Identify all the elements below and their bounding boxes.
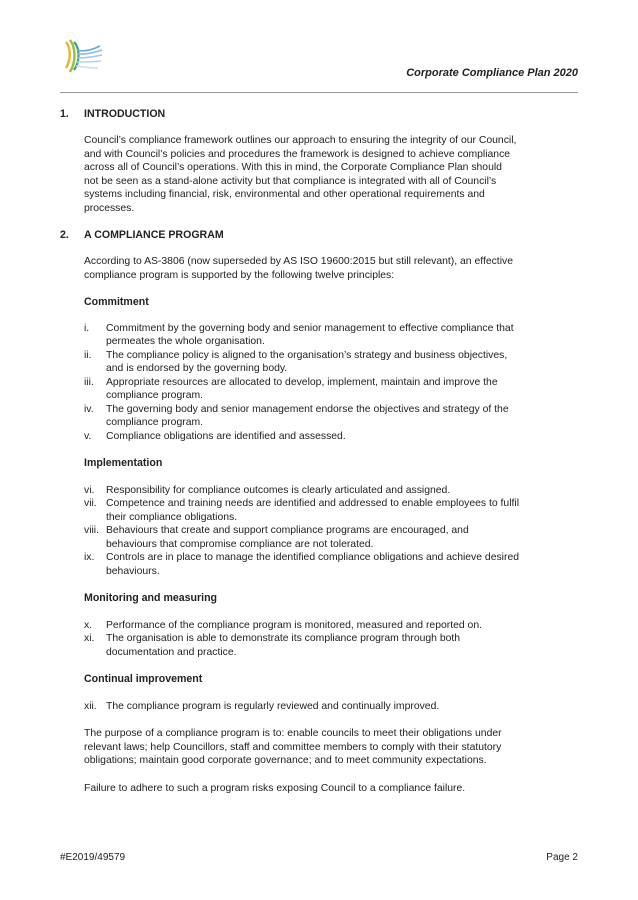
text-line: compliance program.: [106, 417, 204, 428]
text-line: and is endorsed by the governing body.: [106, 363, 288, 374]
principles-list: [60, 700, 578, 714]
text-line: Controls are in place to manage the identified compliance obligations and achieve desired: [106, 552, 519, 563]
section-number: 2.: [60, 229, 69, 241]
section-title: INTRODUCTION: [84, 108, 166, 120]
text-line: not be seen as a stand-alone activity but that compliance is integrated with all of Council’s: [84, 175, 497, 187]
text-line: Competence and training needs are identified and addressed to enable employees to fulfil: [106, 498, 520, 509]
text-line: across all of Council’s operations. With this in mind, the Corporate Compliance Plan should: [84, 162, 502, 173]
text-line: obligations; maintain good corporate governance; and to meet community expectations.: [84, 755, 487, 766]
program-paragraph: [84, 255, 578, 282]
text-line: permeates the whole organisation.: [106, 336, 265, 347]
list-item: [60, 322, 578, 349]
text-line: Council’s compliance framework outlines our approach to ensuring the integrity of our Council,: [84, 135, 517, 146]
item-number: ii.: [84, 349, 92, 361]
text-line: systems including financial, risk, environmental and other operational requirements and: [84, 189, 485, 200]
principles-list: [60, 322, 578, 444]
text-line: and with Council’s policies and procedures the framework is designed to achieve compliance: [84, 148, 511, 160]
text-line: relevant laws; help Councillors, staff and committee members to comply with their statutory: [84, 741, 502, 753]
text-line: Responsibility for compliance outcomes is clearly articulated and assigned.: [106, 484, 451, 496]
item-number: viii.: [84, 525, 100, 536]
text-line: processes.: [84, 202, 135, 214]
item-number: xi.: [84, 633, 95, 644]
subheading-monitoring: Monitoring and measuring: [84, 592, 218, 604]
list-item: [60, 524, 578, 551]
item-number: v.: [84, 430, 92, 442]
text-line: Appropriate resources are allocated to develop, implement, maintain and improve the: [106, 376, 498, 388]
list-item: [60, 349, 578, 376]
item-number: vi.: [84, 484, 95, 496]
intro-paragraph: [84, 134, 578, 215]
list-item: [60, 376, 578, 403]
text-line: The organisation is able to demonstrate its compliance program through both: [106, 633, 461, 644]
text-line: The compliance policy is aligned to the organisation’s strategy and business objectives,: [106, 349, 508, 361]
document-reference: #E2019/49579: [60, 852, 126, 863]
section-title: A COMPLIANCE PROGRAM: [84, 229, 224, 241]
item-number: ix.: [84, 552, 95, 563]
text-line: behaviours that compromise compliance are not tolerated.: [106, 538, 374, 550]
page-content: [60, 108, 578, 795]
header-divider: [60, 92, 578, 93]
section-number: 1.: [60, 108, 69, 120]
item-number: vii.: [84, 498, 97, 509]
list-item: [60, 484, 578, 498]
council-logo-icon: [60, 36, 104, 78]
item-number: iii.: [84, 376, 94, 388]
purpose-paragraph: [84, 727, 578, 768]
principles-list: [60, 484, 578, 579]
text-line: behaviours.: [106, 565, 160, 577]
list-item: [60, 551, 578, 578]
section-heading-compliance-program: [60, 229, 578, 243]
text-line: Failure to adhere to such a program risks exposing Council to a compliance failure.: [84, 782, 466, 794]
text-line: Compliance obligations are identified and assessed.: [106, 430, 346, 442]
text-line: The governing body and senior management endorse the objectives and strategy of the: [106, 403, 509, 415]
subheading-continual-improvement: Continual improvement: [84, 673, 203, 685]
page-number: Page 2: [546, 852, 578, 863]
list-item: [60, 619, 578, 633]
list-item: [60, 632, 578, 659]
list-item: [60, 700, 578, 714]
text-line: Performance of the compliance program is monitored, measured and reported on.: [106, 619, 482, 631]
text-line: The compliance program is regularly reviewed and continually improved.: [106, 700, 440, 712]
failure-paragraph: [84, 782, 578, 796]
text-line: Behaviours that create and support compliance programs are encouraged, and: [106, 525, 469, 536]
text-line: documentation and practice.: [106, 646, 237, 658]
text-line: compliance program is supported by the following twelve principles:: [84, 269, 395, 281]
list-item: [60, 403, 578, 430]
item-number: iv.: [84, 403, 94, 415]
text-line: their compliance obligations.: [106, 511, 238, 523]
section-heading-introduction: [60, 108, 578, 122]
text-line: compliance program.: [106, 390, 204, 401]
subheading-commitment: Commitment: [84, 296, 149, 308]
text-line: The purpose of a compliance program is to: enable councils to meet their obligations under: [84, 728, 502, 739]
principles-list: [60, 619, 578, 660]
list-item: [60, 430, 578, 444]
list-item: [60, 497, 578, 524]
text-line: Commitment by the governing body and senior management to effective compliance that: [106, 322, 514, 334]
document-title: Corporate Compliance Plan 2020: [406, 67, 578, 79]
text-line: According to AS-3806 (now superseded by AS ISO 19600:2015 but still relevant), an effective: [84, 256, 513, 267]
item-number: x.: [84, 619, 93, 631]
item-number: xii.: [84, 700, 97, 712]
subheading-implementation: Implementation: [84, 457, 163, 469]
item-number: i.: [84, 322, 90, 334]
